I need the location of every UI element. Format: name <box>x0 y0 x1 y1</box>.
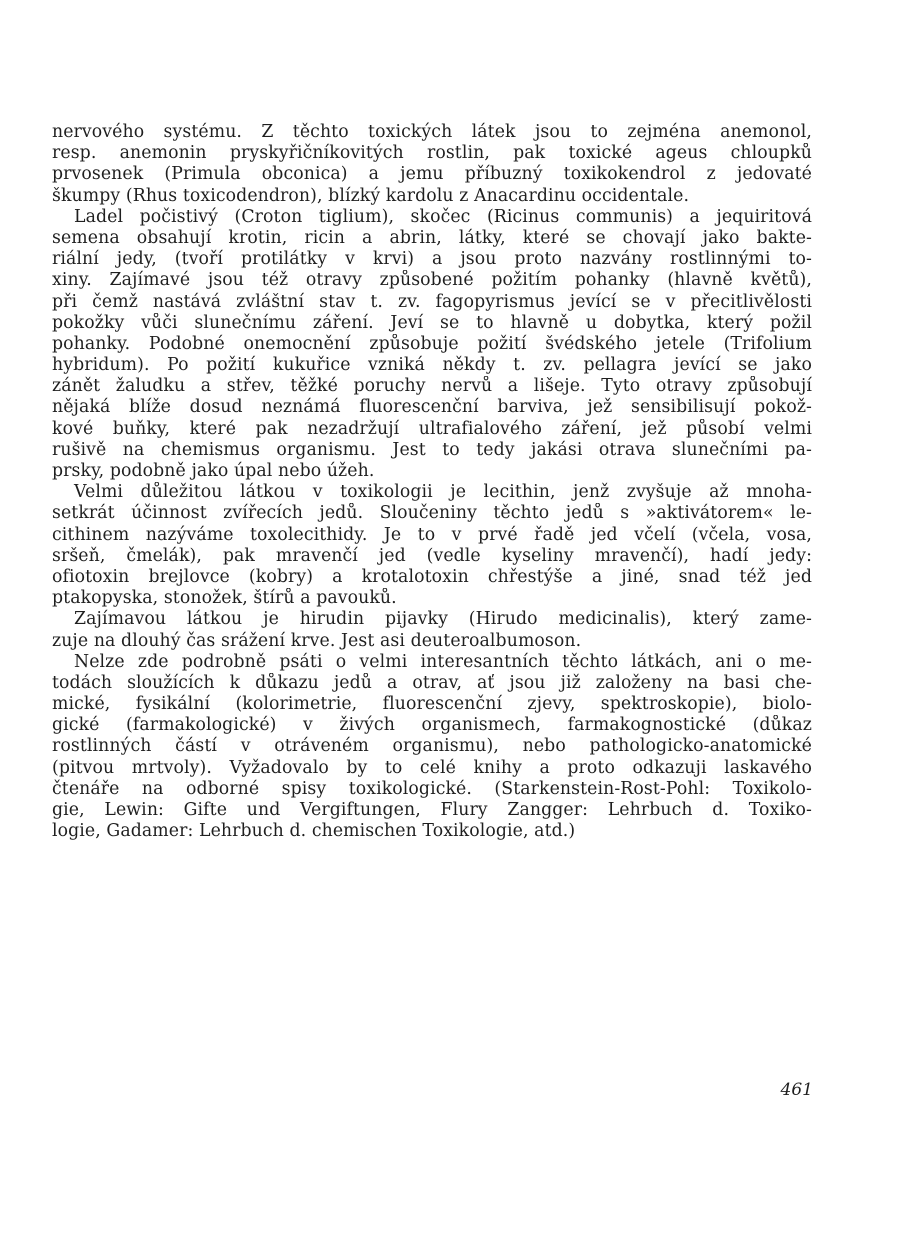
text-line: pohanky. Podobné onemocnění způsobuje požití švédského jetele (Trifolium <box>52 333 812 354</box>
text-line: ofiotoxin brejlovce (kobry) a krotalotoxin chřestýše a jiné, snad též jed <box>52 566 812 587</box>
text-line: Zajímavou látkou je hirudin pijavky (Hirudo medicinalis), který zame- <box>74 609 812 630</box>
text-line: prvosenek (Primula obconica) a jemu příbuzný toxikokendrol z jedovaté <box>52 164 812 185</box>
text-line: hybridum). Po požití kukuřice vzniká někdy t. zv. pellagra jevící se jako <box>52 355 812 376</box>
text-line: (pitvou mrtvoly). Vyžadovalo by to celé knihy a proto odkazuji laskavého <box>52 757 812 778</box>
paragraph-5 <box>52 652 812 843</box>
text-line: ptakopyska, stonožek, štírů a pavouků. <box>52 588 397 609</box>
page-number: 461 <box>780 1080 813 1100</box>
text-line: škumpy (Rhus toxicodendron), blízký kardolu z Anacardinu occidentale. <box>52 185 690 206</box>
text-line: Ladel počistivý (Croton tiglium), skočec (Ricinus communis) a jequiritová <box>74 206 812 227</box>
text-line: semena obsahují krotin, ricin a abrin, látky, které se chovají jako bakte- <box>52 227 812 248</box>
text-line: pokožky vůči slunečnímu záření. Jeví se to hlavně u dobytka, který požil <box>52 312 812 333</box>
paragraph-2 <box>52 207 812 482</box>
text-line: rostlinných částí v otráveném organismu), nebo pathologicko-anatomické <box>52 736 812 757</box>
text-line: Nelze zde podrobně psáti o velmi interesantních těchto látkách, ani o me- <box>74 651 812 672</box>
text-line: sršeň, čmelák), pak mravenčí jed (vedle kyseliny mravenčí), hadí jedy: <box>52 545 812 566</box>
text-line: resp. anemonin pryskyřičníkovitých rostlin, pak toxické ageus chloupků <box>52 143 812 164</box>
text-line: prsky, podobně jako úpal nebo úžeh. <box>52 461 375 481</box>
text-line: setkrát účinnost zvířecích jedů. Sloučeniny těchto jedů s »aktivátorem« le- <box>52 503 812 524</box>
text-line: todách sloužících k důkazu jedů a otrav, ať jsou již založeny na basi che- <box>52 672 812 693</box>
text-line: zánět žaludku a střev, těžké poruchy nervů a lišeje. Tyto otravy způsobují <box>52 376 812 397</box>
text-line: Velmi důležitou látkou v toxikologii je lecithin, jenž zvyšuje až mnoha- <box>74 482 812 503</box>
text-line: xiny. Zajímavé jsou též otravy způsobené požitím pohanky (hlavně květů), <box>52 270 812 291</box>
text-line: gie, Lewin: Gifte und Vergiftungen, Flury Zangger: Lehrbuch d. Toxiko- <box>52 800 812 820</box>
paragraph-1 <box>52 122 812 207</box>
text-line: při čemž nastává zvláštní stav t. zv. fagopyrismus jevící se v přecitlivělosti <box>52 291 812 312</box>
text-line: cithinem nazýváme toxolecithidy. Je to v prvé řadě jed včelí (včela, vosa, <box>52 524 812 545</box>
text-line: nervového systému. Z těchto toxických látek jsou to zejména anemonol, <box>52 122 812 142</box>
paragraph-4 <box>52 609 812 651</box>
text-line: kové buňky, které pak nezadržují ultrafialového záření, jež působí velmi <box>52 418 812 439</box>
paragraph-3 <box>52 482 812 609</box>
text-line: riální jedy, (tvoří protilátky v krvi) a jsou proto nazvány rostlinnými to- <box>52 249 812 270</box>
body-text <box>52 122 812 842</box>
text-line: rušivě na chemismus organismu. Jest to tedy jakási otrava slunečními pa- <box>52 439 812 460</box>
text-line: čtenáře na odborné spisy toxikologické. (Starkenstein-Rost-Pohl: Toxikolo- <box>52 778 812 799</box>
text-line: zuje na dlouhý čas srážení krve. Jest asi deuteroalbumoson. <box>52 630 582 651</box>
text-line: gické (farmakologické) v živých organismech, farmakognostické (důkaz <box>52 715 812 736</box>
text-line: mické, fysikální (kolorimetrie, fluorescenční zjevy, spektroskopie), biolo- <box>52 694 812 715</box>
text-line: logie, Gadamer: Lehrbuch d. chemischen Toxikologie, atd.) <box>52 821 576 842</box>
text-line: nějaká blíže dosud neznámá fluorescenční barviva, jež sensibilisují pokož- <box>52 397 812 418</box>
